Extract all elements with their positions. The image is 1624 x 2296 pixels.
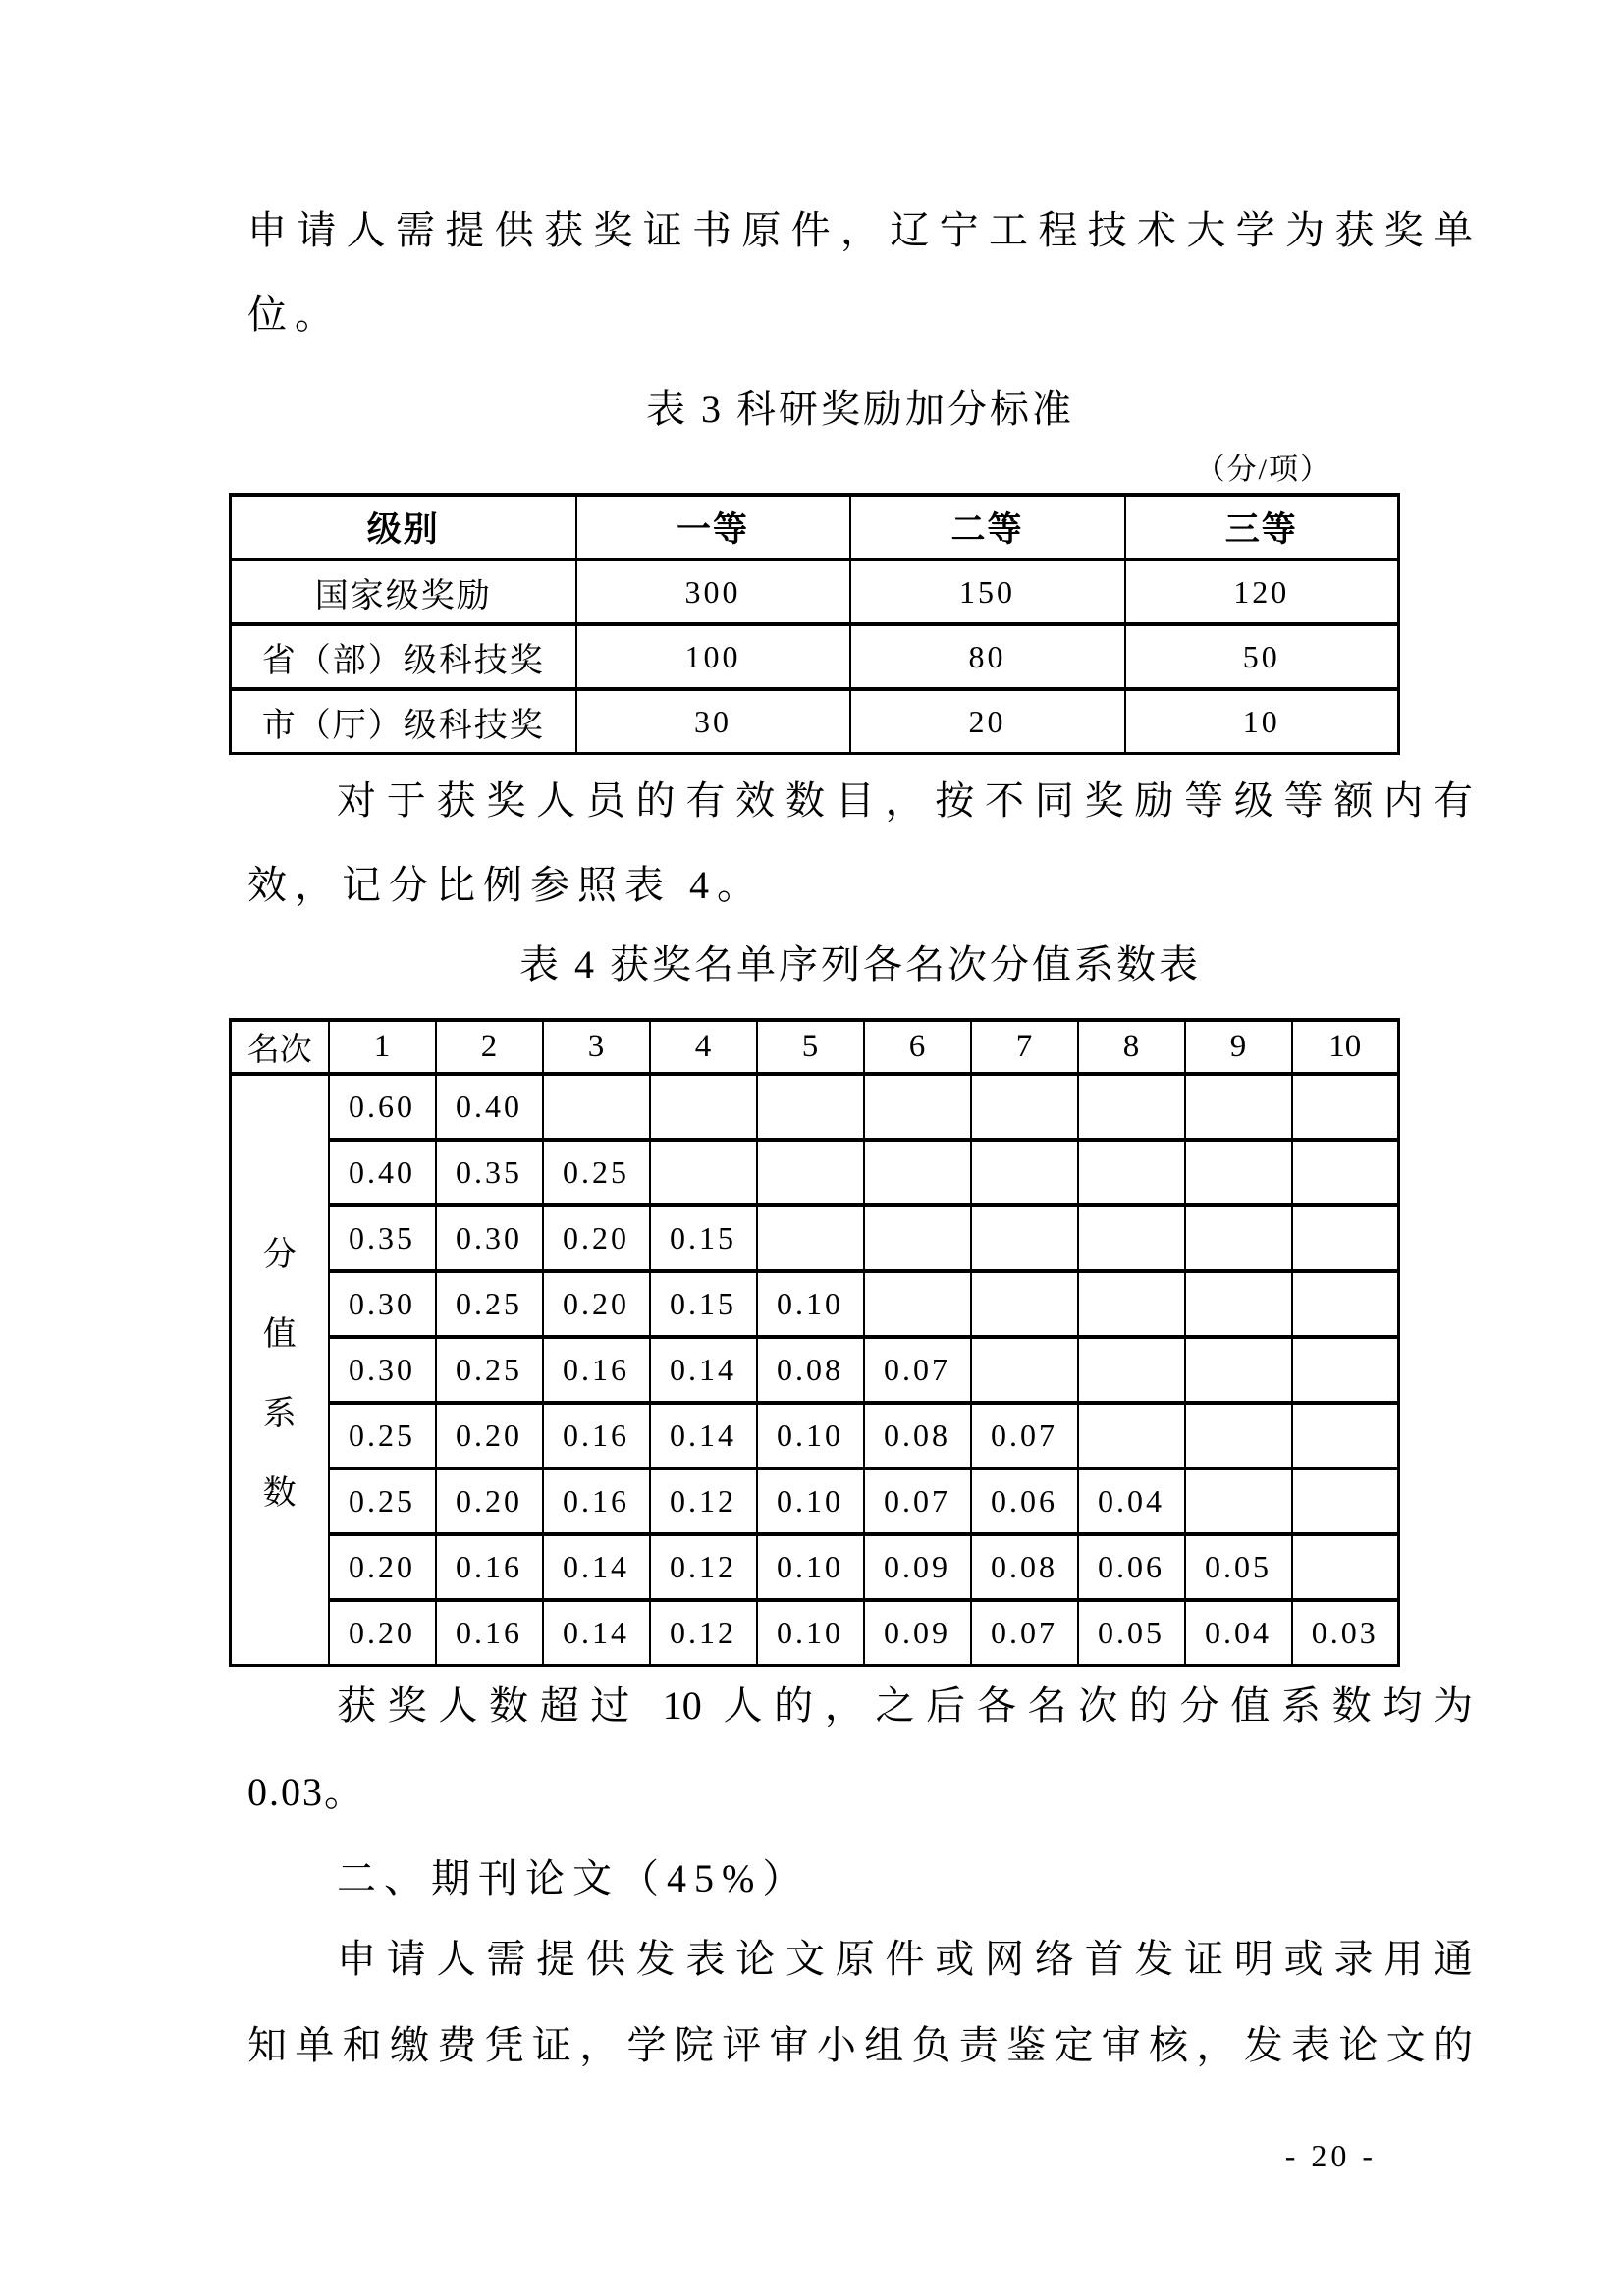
table4-rank-header: 2 [436, 1020, 543, 1074]
coef-cell: 0.16 [436, 1534, 543, 1600]
coef-cell: 0.35 [329, 1205, 436, 1271]
coef-cell [1185, 1205, 1292, 1271]
table-row [231, 560, 1399, 624]
coef-cell [1292, 1534, 1399, 1600]
coef-cell [1185, 1271, 1292, 1337]
coef-cell: 0.20 [329, 1534, 436, 1600]
coef-cell: 0.07 [864, 1468, 971, 1534]
table3-unit-note: （分/项） [1195, 454, 1331, 486]
coef-cell: 0.10 [757, 1534, 864, 1600]
row-label-char: 系 [262, 1395, 297, 1432]
table-row [231, 689, 1399, 754]
table-row [231, 1403, 1399, 1468]
coef-cell: 0.30 [329, 1337, 436, 1403]
coef-cell [1292, 1468, 1399, 1534]
coef-cell: 0.12 [650, 1600, 757, 1666]
coef-cell: 0.25 [543, 1140, 650, 1205]
table4-rank-header: 3 [543, 1020, 650, 1074]
table-row [231, 1534, 1399, 1600]
coef-cell [1078, 1074, 1185, 1140]
row-label-char: 值 [262, 1315, 297, 1353]
coef-cell [864, 1271, 971, 1337]
coef-cell: 0.25 [436, 1271, 543, 1337]
coef-cell: 0.60 [329, 1074, 436, 1140]
coef-cell: 0.04 [1185, 1600, 1292, 1666]
coef-cell: 0.30 [329, 1271, 436, 1337]
row-label-char: 分 [262, 1236, 297, 1273]
coef-cell [1185, 1468, 1292, 1534]
table3-header-third: 三等 [1125, 495, 1399, 560]
coef-cell [1292, 1074, 1399, 1140]
coef-cell [1078, 1403, 1185, 1468]
coef-cell: 0.20 [436, 1403, 543, 1468]
table3-cell: 20 [850, 689, 1125, 754]
table3-header-level: 级别 [231, 495, 576, 560]
coef-cell [1185, 1074, 1292, 1140]
row-label-char: 数 [262, 1474, 297, 1512]
coef-cell [1292, 1205, 1399, 1271]
paragraph3-line2: 0.03。 [247, 1770, 365, 1814]
table4-title: 表 4 获奖名单序列各名次分值系数表 [519, 942, 1201, 987]
coef-cell: 0.14 [543, 1600, 650, 1666]
paragraph2-line2: 效，记分比例参照表 4。 [247, 863, 764, 907]
coef-cell: 0.16 [436, 1600, 543, 1666]
coef-cell: 0.14 [543, 1534, 650, 1600]
table4-rank-header: 9 [1185, 1020, 1292, 1074]
coef-cell: 0.07 [971, 1403, 1078, 1468]
coef-cell: 0.10 [757, 1468, 864, 1534]
coef-cell: 0.09 [864, 1600, 971, 1666]
coef-cell: 0.08 [971, 1534, 1078, 1600]
coef-cell: 0.10 [757, 1403, 864, 1468]
coef-cell [1292, 1140, 1399, 1205]
coef-cell: 0.40 [436, 1074, 543, 1140]
table4-rank-coefficients [229, 1018, 1400, 1667]
coef-cell [864, 1140, 971, 1205]
coef-cell [864, 1074, 971, 1140]
coef-cell: 0.09 [864, 1534, 971, 1600]
paragraph4-line1: 申请人需提供发表论文原件或网络首发证明或录用通 [337, 1937, 1473, 1981]
table3-award-points [229, 493, 1400, 755]
table4-header-row [231, 1020, 1399, 1074]
coef-cell: 0.20 [543, 1271, 650, 1337]
table4-rank-header: 6 [864, 1020, 971, 1074]
coef-cell: 0.30 [436, 1205, 543, 1271]
coef-cell: 0.15 [650, 1205, 757, 1271]
coef-cell: 0.10 [757, 1600, 864, 1666]
coef-cell [1078, 1140, 1185, 1205]
coef-cell: 0.16 [543, 1403, 650, 1468]
table3-cell: 80 [850, 624, 1125, 689]
coef-cell [1185, 1337, 1292, 1403]
coef-cell: 0.06 [971, 1468, 1078, 1534]
paragraph1-line2: 位。 [247, 293, 342, 337]
table4-row-label [231, 1074, 329, 1666]
coef-cell: 0.25 [436, 1337, 543, 1403]
paragraph3-line1: 获奖人数超过 10 人的，之后各名次的分值系数均为 [337, 1683, 1473, 1728]
coef-cell [971, 1140, 1078, 1205]
coef-cell [1078, 1205, 1185, 1271]
table3-cell: 120 [1125, 560, 1399, 624]
table3-cell: 国家级奖励 [231, 560, 576, 624]
table4-rank-header: 5 [757, 1020, 864, 1074]
coef-cell: 0.12 [650, 1534, 757, 1600]
coef-cell: 0.20 [329, 1600, 436, 1666]
table4-rank-header: 7 [971, 1020, 1078, 1074]
coef-cell [971, 1205, 1078, 1271]
table3-header-first: 一等 [576, 495, 850, 560]
coef-cell: 0.03 [1292, 1600, 1399, 1666]
table3-cell: 300 [576, 560, 850, 624]
table-row [231, 1074, 1399, 1140]
coef-cell [757, 1074, 864, 1140]
table4-rank-header: 8 [1078, 1020, 1185, 1074]
coef-cell: 0.07 [864, 1337, 971, 1403]
table3-title: 表 3 科研奖励加分标准 [646, 387, 1074, 431]
table-row [231, 1337, 1399, 1403]
coef-cell [757, 1140, 864, 1205]
coef-cell: 0.08 [864, 1403, 971, 1468]
table-row [231, 624, 1399, 689]
table-row [231, 1468, 1399, 1534]
table-row [231, 1140, 1399, 1205]
coef-cell [1292, 1403, 1399, 1468]
coef-cell: 0.15 [650, 1271, 757, 1337]
coef-cell [543, 1074, 650, 1140]
coef-cell [864, 1205, 971, 1271]
table-row [231, 1205, 1399, 1271]
table3-cell: 50 [1125, 624, 1399, 689]
coef-cell [1078, 1337, 1185, 1403]
coef-cell: 0.14 [650, 1403, 757, 1468]
coef-cell: 0.12 [650, 1468, 757, 1534]
coef-cell: 0.10 [757, 1271, 864, 1337]
coef-cell: 0.16 [543, 1337, 650, 1403]
coef-cell: 0.08 [757, 1337, 864, 1403]
coef-cell: 0.05 [1078, 1600, 1185, 1666]
coef-cell [1292, 1271, 1399, 1337]
coef-cell [971, 1271, 1078, 1337]
coef-cell: 0.20 [543, 1205, 650, 1271]
coef-cell [1185, 1140, 1292, 1205]
table4-rank-header: 1 [329, 1020, 436, 1074]
coef-cell: 0.14 [650, 1337, 757, 1403]
coef-cell: 0.07 [971, 1600, 1078, 1666]
paragraph4-line2: 知单和缴费凭证，学院评审小组负责鉴定审核，发表论文的 [247, 2023, 1473, 2067]
table3-cell: 市（厅）级科技奖 [231, 689, 576, 754]
coef-cell: 0.05 [1185, 1534, 1292, 1600]
table3-header-second: 二等 [850, 495, 1125, 560]
table4-rank-header: 10 [1292, 1020, 1399, 1074]
coef-cell: 0.35 [436, 1140, 543, 1205]
coef-cell: 0.06 [1078, 1534, 1185, 1600]
table3-cell: 10 [1125, 689, 1399, 754]
table3-cell: 150 [850, 560, 1125, 624]
coef-cell [971, 1074, 1078, 1140]
coef-cell: 0.20 [436, 1468, 543, 1534]
coef-cell: 0.04 [1078, 1468, 1185, 1534]
section-heading-journal-papers: 二、期刊论文（45%） [337, 1856, 810, 1900]
table3-header-row [231, 495, 1399, 560]
table-row [231, 1600, 1399, 1666]
coef-cell [1292, 1337, 1399, 1403]
table4-rank-header: 4 [650, 1020, 757, 1074]
coef-cell [1078, 1271, 1185, 1337]
coef-cell [650, 1074, 757, 1140]
coef-cell: 0.16 [543, 1468, 650, 1534]
coef-cell: 0.25 [329, 1468, 436, 1534]
coef-cell [757, 1205, 864, 1271]
coef-cell: 0.40 [329, 1140, 436, 1205]
table4-corner-label: 名次 [231, 1020, 329, 1074]
coef-cell [971, 1337, 1078, 1403]
paragraph1-line1: 申请人需提供获奖证书原件，辽宁工程技术大学为获奖单 [247, 208, 1473, 252]
table3-cell: 100 [576, 624, 850, 689]
table3-cell: 30 [576, 689, 850, 754]
table3-cell: 省（部）级科技奖 [231, 624, 576, 689]
paragraph2-line1: 对于获奖人员的有效数目，按不同奖励等级等额内有 [337, 778, 1473, 823]
coef-cell: 0.25 [329, 1403, 436, 1468]
table-row [231, 1271, 1399, 1337]
coef-cell [1185, 1403, 1292, 1468]
page-number: - 20 - [1284, 2138, 1377, 2173]
coef-cell [650, 1140, 757, 1205]
